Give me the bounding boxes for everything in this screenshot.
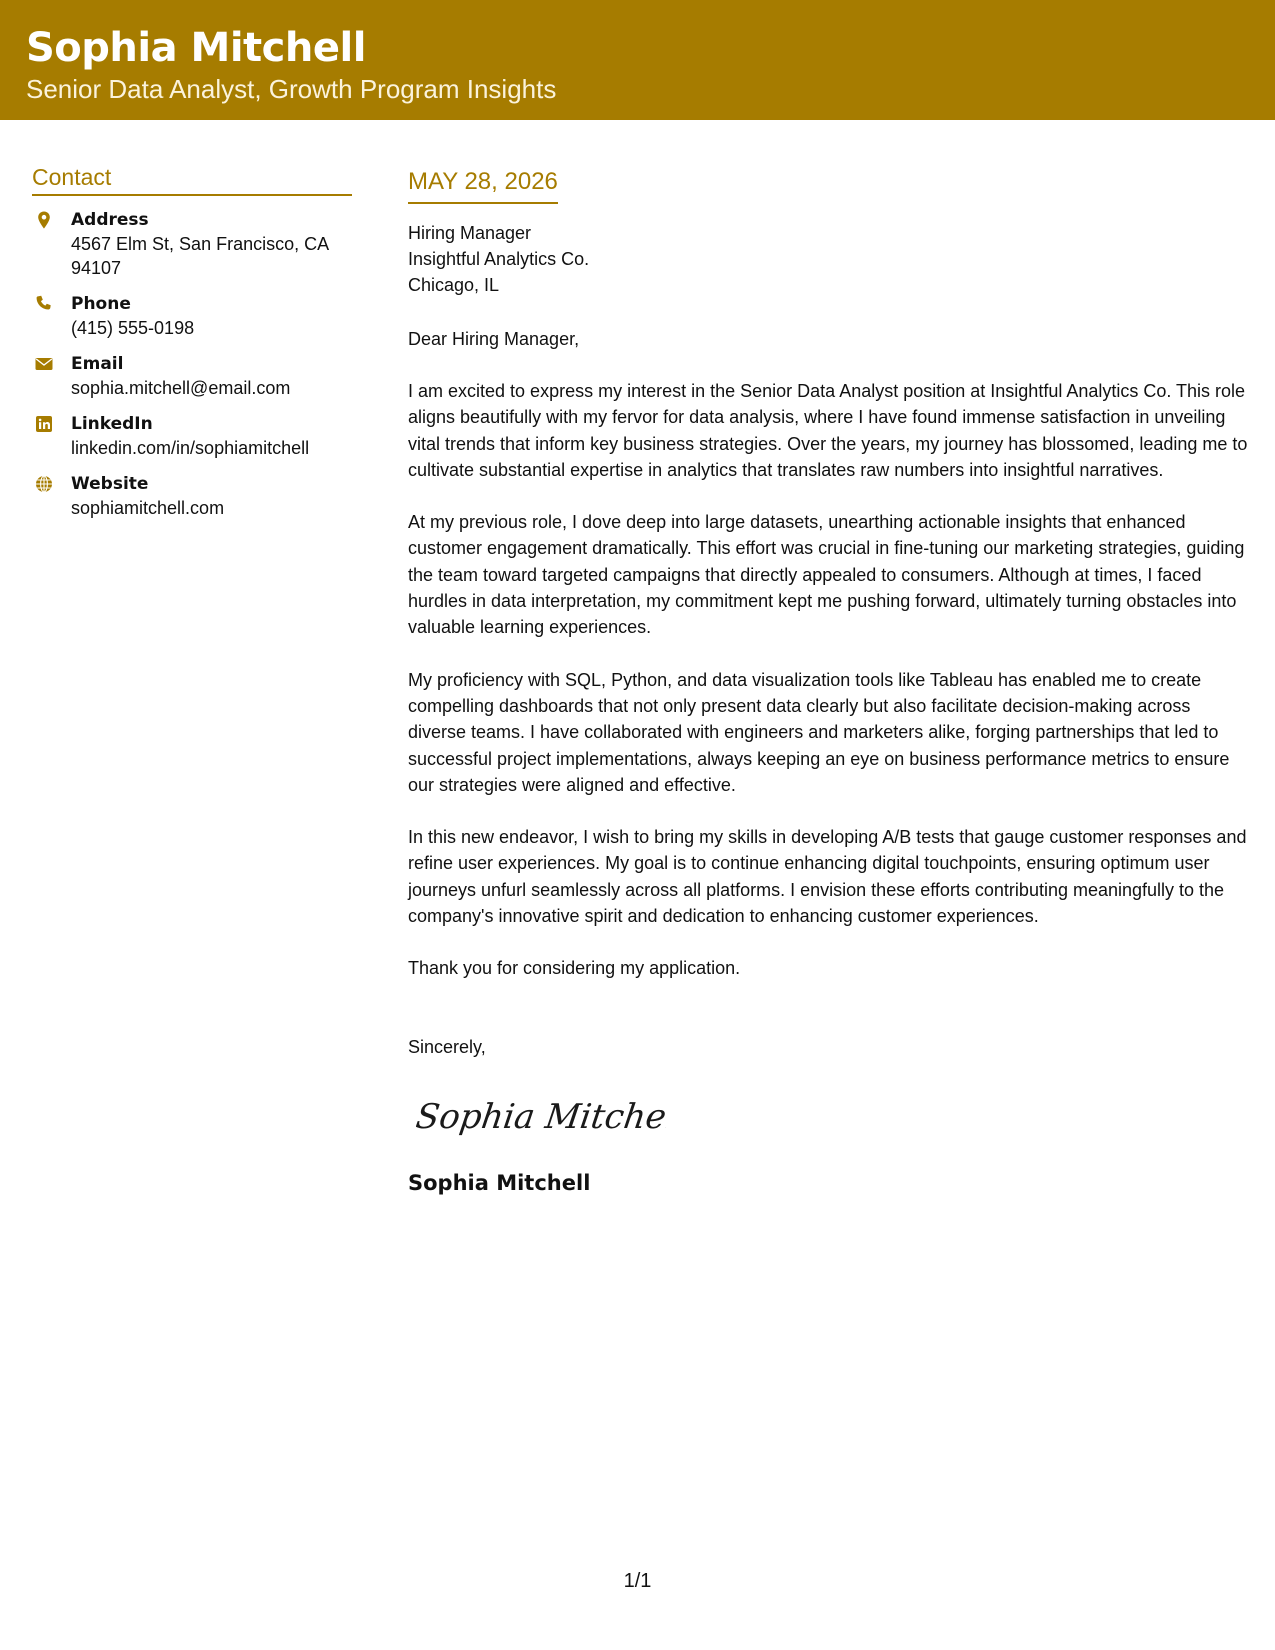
website-label: Website (71, 474, 149, 494)
envelope-icon (35, 355, 53, 373)
email-value: sophia.mitchell@email.com (71, 378, 291, 398)
paragraph: I am excited to express my interest in the Senior Data Analyst position at Insightful Analytics Co. This role aligns beautifully with my fervor for data analysis, where I have found immense satisfaction in unveiling vital trends that inform key business strategies. Over the years, my journey has blossomed, leading me to cultivate substantial expertise in analytics that translates raw numbers into insightful narratives. (408, 381, 1248, 480)
signer-name: Sophia Mitchell (408, 1170, 591, 1195)
email-label: Email (71, 354, 124, 374)
recipient-location: Chicago, IL (408, 275, 500, 295)
contact-linkedin (32, 412, 352, 460)
linkedin-icon (35, 415, 53, 433)
recipient-company: Insightful Analytics Co. (408, 249, 590, 269)
page-number: 1/1 (623, 1570, 652, 1592)
linkedin-label: LinkedIn (71, 414, 153, 434)
paragraph: Thank you for considering my application. (408, 958, 741, 979)
salutation: Dear Hiring Manager, (408, 329, 580, 349)
phone-label: Phone (71, 294, 131, 314)
handwritten-signature (416, 1090, 1253, 1149)
website-value: sophiamitchell.com (71, 498, 225, 518)
paragraph: My proficiency with SQL, Python, and data visualization tools like Tableau has enabled me to create compelling dashboards that not only present data clearly but also facilitate decision-making across diverse teams. I have collaborated with engineers and marketers alike, forging partnerships that led to successful project implementations, always keeping an eye on business performance metrics to ensure our strategies were aligned and effective. (408, 669, 1230, 795)
svg-text:Sophia Mitchell: Sophia Mitchell (416, 1096, 666, 1137)
applicant-title: Senior Data Analyst, Growth Program Insights (26, 74, 557, 104)
recipient-name: Hiring Manager (408, 223, 532, 243)
contact-phone (32, 292, 352, 340)
address-label: Address (71, 210, 149, 230)
header-banner (0, 0, 1275, 120)
recipient-block (408, 220, 1253, 298)
address-value: 4567 Elm St, San Francisco, CA 94107 (71, 234, 329, 278)
globe-icon (35, 475, 53, 493)
letter-body (408, 166, 1253, 1197)
letter-date: MAY 28, 2026 (408, 166, 558, 204)
contact-website (32, 472, 352, 520)
contact-address (32, 208, 352, 280)
phone-icon (35, 295, 53, 313)
location-pin-icon (35, 211, 53, 229)
closing: Sincerely, (408, 1036, 486, 1057)
contact-sidebar (32, 162, 352, 520)
contact-heading: Contact (32, 162, 352, 196)
linkedin-value: linkedin.com/in/sophiamitchell (71, 438, 310, 458)
paragraph: At my previous role, I dove deep into large datasets, unearthing actionable insights that enhanced customer engagement dramatically. This effort was crucial in fine-tuning our marketing strategies, guiding the team toward targeted campaigns that directly appealed to consumers. Although at times, I faced hurdles in data interpretation, my commitment kept me pushing forward, ultimately turning obstacles into valuable learning experiences. (408, 512, 1245, 638)
phone-value: (415) 555-0198 (71, 318, 195, 338)
contact-email (32, 352, 352, 400)
paragraph: In this new endeavor, I wish to bring my skills in developing A/B tests that gauge customer responses and refine user experiences. My goal is to continue enhancing digital touchpoints, ensuring optimum user journeys unfurl seamlessly across all platforms. I envision these efforts contributing meaningfully to the company's innovative spirit and dedication to enhancing customer experiences. (408, 827, 1247, 927)
applicant-name: Sophia Mitchell (26, 25, 366, 71)
